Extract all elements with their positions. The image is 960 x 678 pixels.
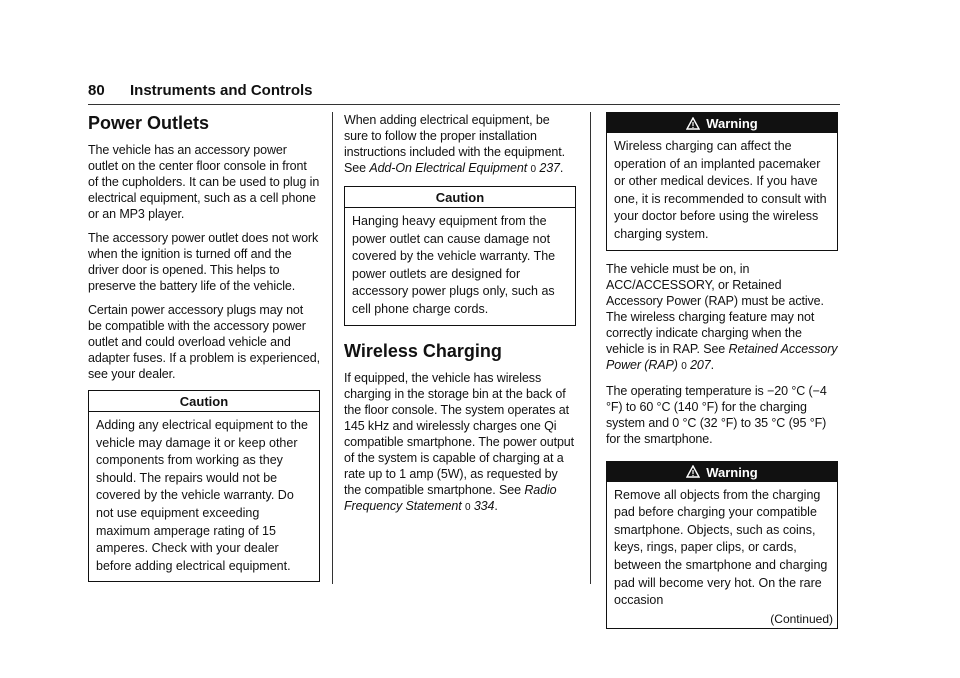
caution-box	[344, 186, 576, 326]
warning-box	[606, 112, 838, 251]
paragraph: If equipped, the vehicle has wireless charging in the storage bin at the back of the floor console. The system operates at 145 kHz and wirelessly charges one Qi compatible smartphone. The power output of the system is capable of charging at a rate up to 1 amp (5W), as requested by the compatible smartphone. See Radio Frequency Statement 0 334.	[344, 370, 575, 513]
page-reference[interactable]: 207	[690, 357, 711, 372]
page-arrow-icon: 0	[681, 360, 687, 372]
warning-box	[606, 461, 838, 629]
page-reference[interactable]: 334	[473, 498, 495, 513]
column-1	[88, 112, 320, 592]
warning-text: Remove all objects from the charging pad before charging your compatible smartphone. Objects, such as coins, keys, rings, paper clips, or cards, between the smartphone and charging pad will become very hot. On the rare occasion	[614, 487, 828, 608]
warning-header	[607, 113, 837, 133]
paragraph: The accessory power outlet does not work when the ignition is turned off and the driver door is opened. This helps to preserve the battery life of the vehicle.	[88, 231, 319, 293]
warning-title: Warning	[706, 116, 758, 131]
column-2	[344, 112, 576, 524]
caution-title: Caution	[179, 394, 229, 409]
power-outlets-heading: Power Outlets	[88, 113, 210, 133]
warning-title: Warning	[706, 464, 758, 480]
paragraph: The operating temperature is −20 °C (−4 °F) to 60 °C (140 °F) for the charging system and 0 °C (32 °F) to 35 °C (95 °F) for the smartphone.	[606, 383, 827, 446]
caution-box	[88, 390, 320, 582]
paragraph: The vehicle has an accessory power outlet on the center floor console in front of the cupholders. It can be used to plug in electrical equipment, such as a cell phone or an MP3 player.	[88, 143, 320, 221]
warning-text: Wireless charging can affect the operation of an implanted pacemaker or other medical devices. If you have one, it is recommended to consult with your doctor before using the wireless charging system.	[614, 139, 827, 241]
column-divider	[590, 112, 591, 584]
cross-reference-link[interactable]: Add-On Electrical Equipment	[369, 161, 528, 175]
column-divider	[332, 112, 333, 584]
page-reference[interactable]: 237	[539, 161, 560, 175]
caution-text: Hanging heavy equipment from the power outlet can cause damage not covered by the vehicle warranty. The power outlets are designed for accessory power plugs only, such as cell phone charge cords.	[345, 207, 575, 325]
section-title: Instruments and Controls	[130, 82, 313, 99]
cross-reference-link[interactable]: Retained Accessory Power (RAP)	[606, 341, 838, 372]
cross-reference-link[interactable]: Radio Frequency Statement	[344, 482, 557, 513]
caution-text: Adding any electrical equipment to the vehicle may damage it or keep other components from working as they should. The repairs would not be covered by the vehicle warranty. Do not use equipment exceeding maximum amperage rating of 15 amperes. Check with your dealer before adding electrical equipment.	[89, 411, 319, 581]
warning-icon	[686, 117, 700, 131]
page-number: 80	[88, 82, 105, 99]
paragraph: When adding electrical equipment, be sure to follow the proper installation instructions included with the equipment. See Add-On Electrical Equipment 0 237.	[344, 113, 566, 175]
caution-title: Caution	[435, 190, 485, 205]
warning-header	[607, 462, 837, 482]
paragraph: Certain power accessory plugs may not be compatible with the accessory power outlet and could overload vehicle and adapter fuses. If a problem is experienced, see your dealer.	[88, 303, 320, 381]
page-arrow-icon: 0	[464, 501, 471, 513]
page-header	[88, 82, 840, 105]
wireless-charging-heading: Wireless Charging	[344, 340, 502, 361]
warning-icon	[686, 465, 700, 479]
paragraph: The vehicle must be on, in ACC/ACCESSORY, or Retained Accessory Power (RAP) must be active. The wireless charging feature may not correctly indicate charging when the vehicle is in RAP. See Retained Accessory Power (RAP) 0 207.	[606, 261, 838, 372]
page-arrow-icon: 0	[530, 164, 536, 175]
continued-label: (Continued)	[770, 611, 833, 626]
column-3	[606, 112, 838, 639]
